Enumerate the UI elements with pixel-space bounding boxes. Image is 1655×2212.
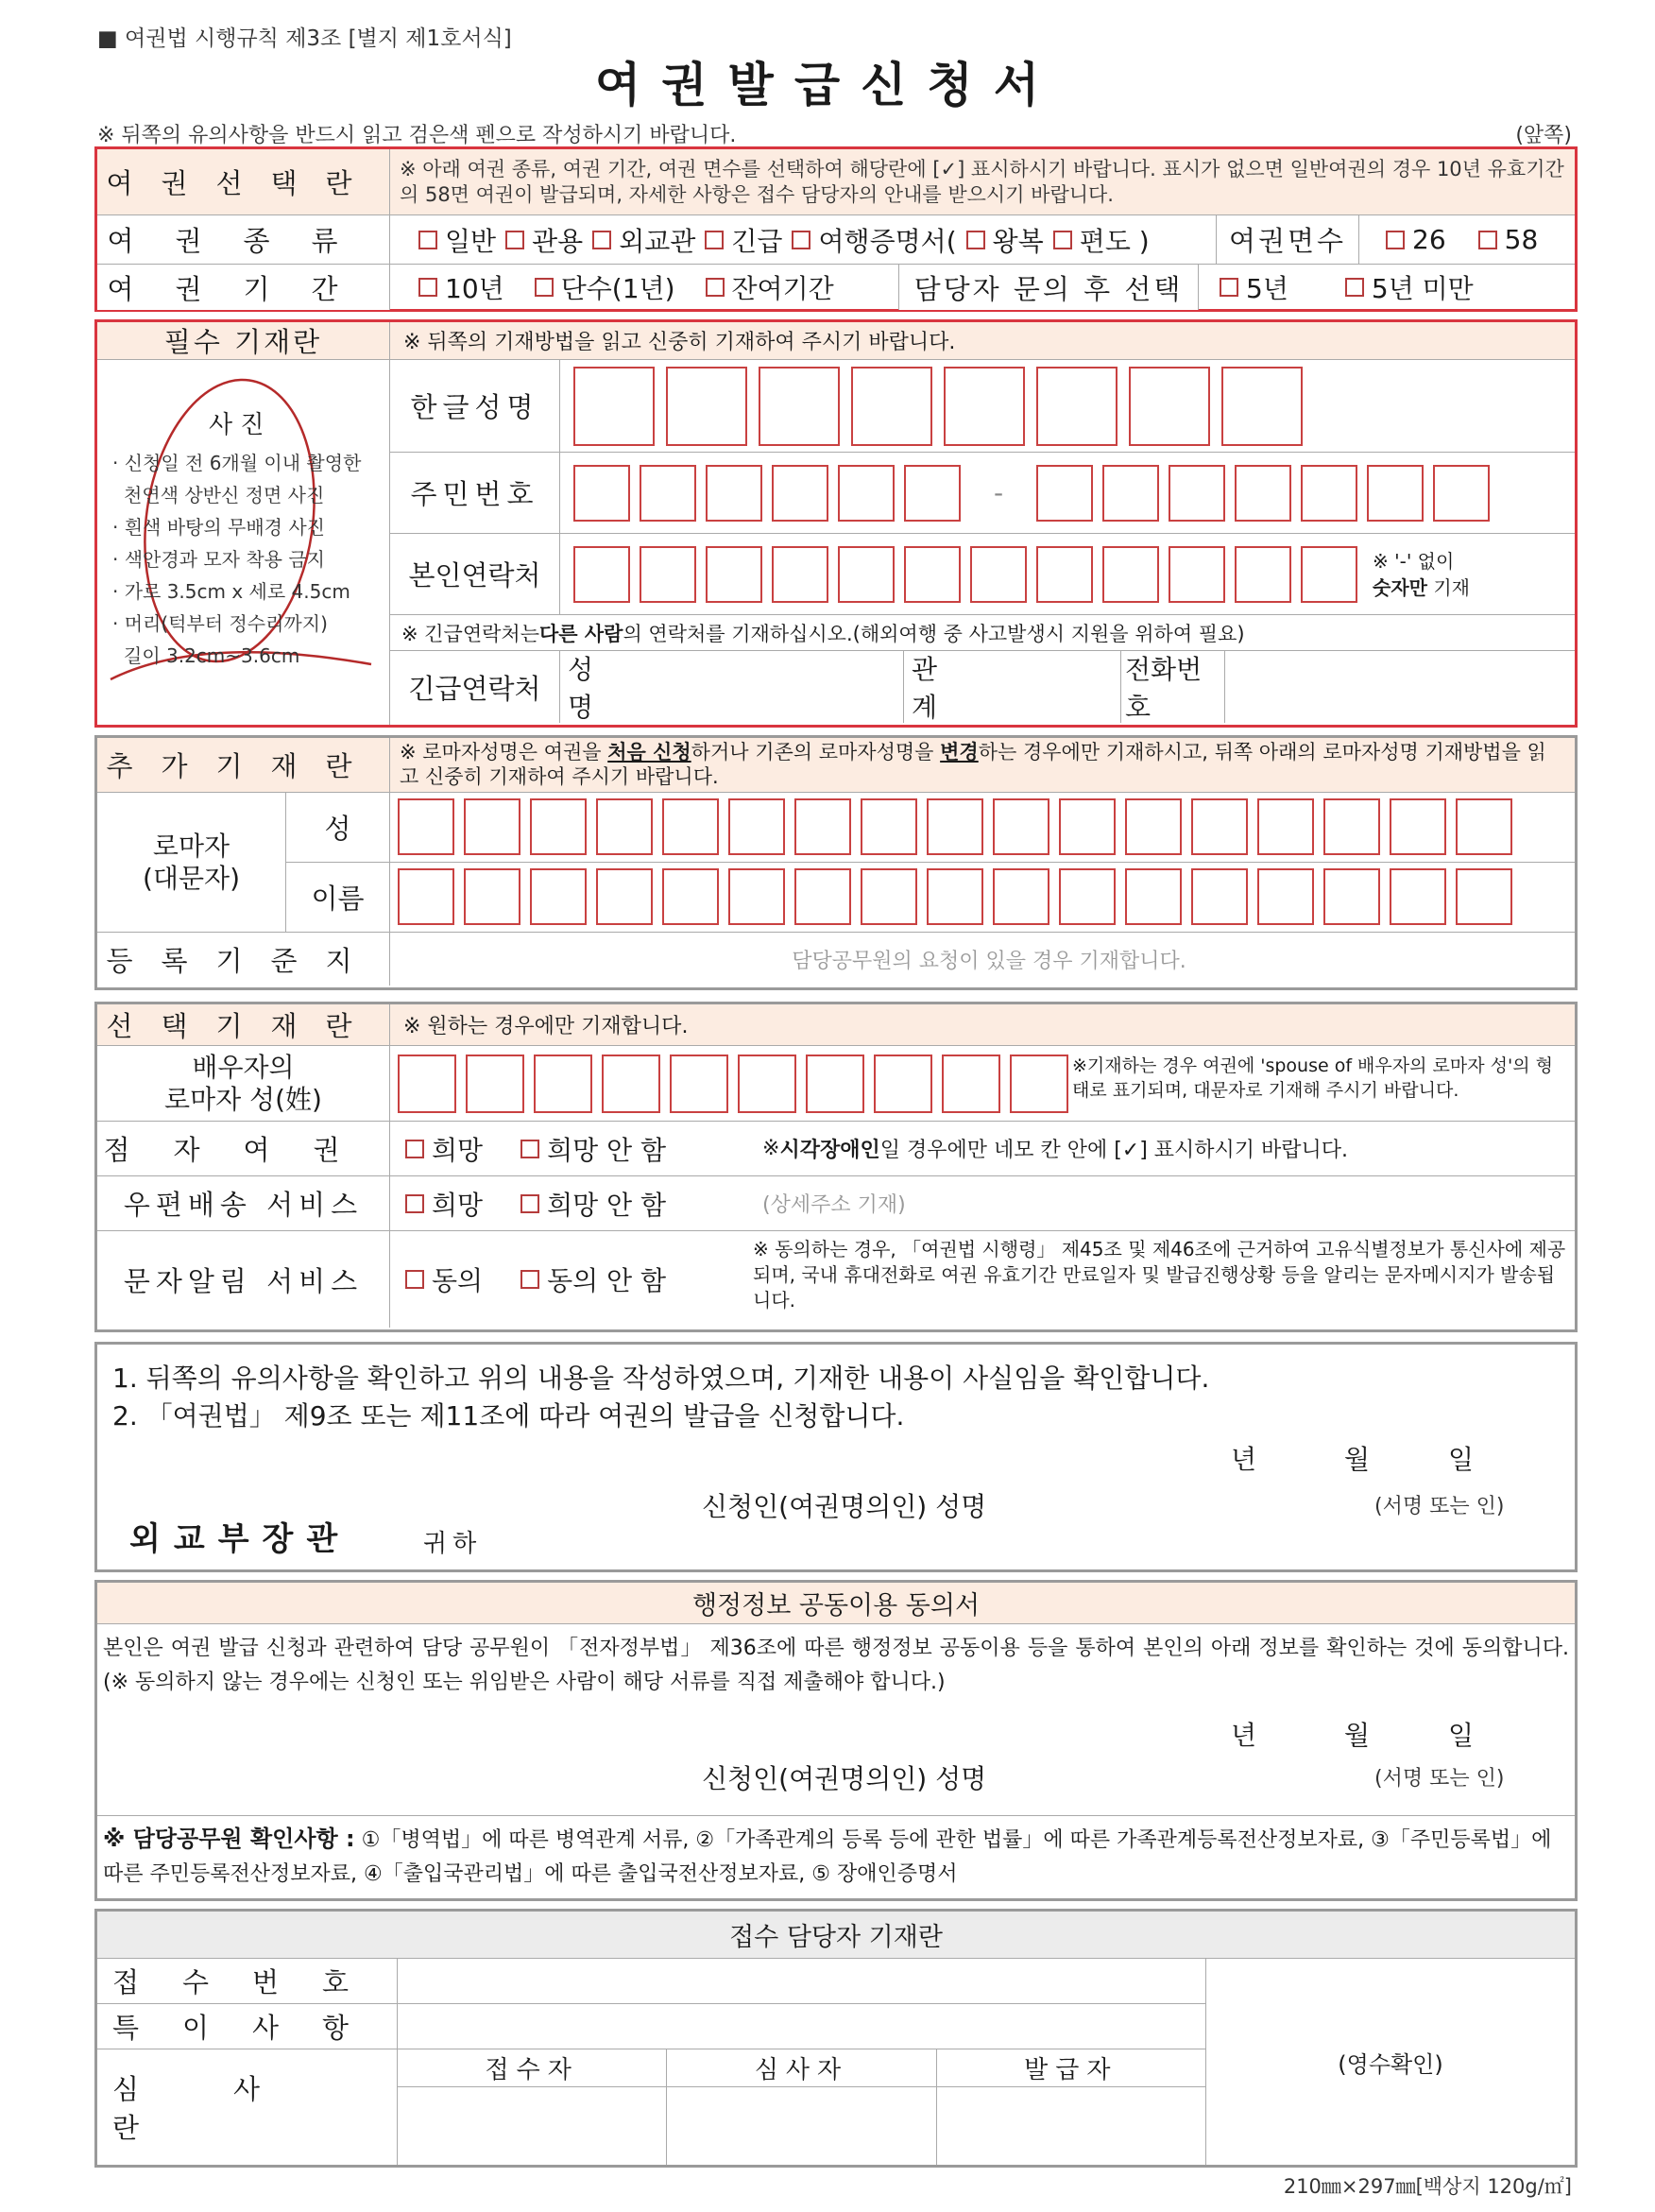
type-emergency-label: 긴급 xyxy=(731,225,783,257)
contact-note-2: 숫자만 xyxy=(1373,575,1427,599)
given-box[interactable] xyxy=(1323,868,1380,925)
roman-label-2: (대문자) xyxy=(143,862,240,894)
period-options xyxy=(390,265,898,310)
emergency-label: 긴급연락처 xyxy=(390,651,560,723)
official-check xyxy=(97,1815,1575,1892)
consent-title: 행정정보 공동이용 동의서 xyxy=(97,1583,1575,1624)
additional-note-a: ※ 로마자성명은 여권을 xyxy=(400,741,608,763)
declaration-applicant-label: 신청인(여권명의인) 성명 xyxy=(702,1491,987,1522)
type-diplomat-checkbox[interactable] xyxy=(592,231,611,249)
consult-label: 담당자 문의 후 선택 xyxy=(898,265,1199,310)
resident-box[interactable] xyxy=(772,465,828,522)
resident-box[interactable] xyxy=(1036,465,1093,522)
declaration-day: 일 xyxy=(1448,1444,1475,1475)
sms-note: ※ 동의하는 경우, 「여권법 시행령」 제45조 및 제46조에 근거하여 고유식별정보가 통신사에 제공되며, 국내 휴대전화로 여권 유효기간 만료일자 및 발급진행상황 등을 알리는 문자메시지가 발송됩니다. xyxy=(753,1238,1566,1312)
photo-note-3: · 흰색 바탕의 무배경 사진 xyxy=(112,516,325,539)
notice: ※ 뒤쪽의 유의사항을 반드시 읽고 검은색 펜으로 작성하시기 바랍니다. xyxy=(97,124,737,147)
optional-note: ※ 원하는 경우에만 기재합니다. xyxy=(390,1004,1575,1045)
additional-note xyxy=(390,738,1575,792)
declaration-section xyxy=(94,1342,1578,1572)
optional-section xyxy=(94,1002,1578,1332)
consult-under5y-checkbox[interactable] xyxy=(1345,278,1364,297)
mail-address-field[interactable]: (상세주소 기재) xyxy=(762,1193,906,1217)
receipt-no-label: 접수번호 xyxy=(97,1959,398,2003)
remarks-label: 특이사항 xyxy=(97,2004,398,2049)
braille-notwant-label: 희망 안 함 xyxy=(547,1134,667,1166)
name-box[interactable] xyxy=(666,367,747,446)
surname-box[interactable] xyxy=(596,798,653,855)
pages-58-label: 58 xyxy=(1504,224,1539,255)
mail-want-checkbox[interactable] xyxy=(405,1194,424,1213)
contact-box[interactable] xyxy=(706,546,762,603)
required-section xyxy=(94,319,1578,728)
period-remaining-checkbox[interactable] xyxy=(706,278,725,297)
receipt-no-field[interactable] xyxy=(398,1959,1205,2003)
contact-box[interactable] xyxy=(772,546,828,603)
emergency-note-c: 의 연락처를 기재하십시오.(해외여행 중 사고발생시 지원을 위하여 필요) xyxy=(623,622,1245,645)
resident-no-label: 주민번호 xyxy=(390,453,560,533)
contact-boxes[interactable] xyxy=(560,534,1575,614)
contact-note-1: ※ '-' 없이 xyxy=(1373,549,1455,573)
given-name-label: 이름 xyxy=(286,863,390,933)
type-roundtrip-label: 왕복 xyxy=(992,225,1044,257)
spouse-box[interactable] xyxy=(602,1055,660,1113)
spouse-box[interactable] xyxy=(466,1055,524,1113)
surname-box[interactable] xyxy=(662,798,719,855)
photo-notes xyxy=(112,447,361,672)
photo-area[interactable] xyxy=(97,360,390,725)
given-box[interactable] xyxy=(728,868,785,925)
sms-disagree-checkbox[interactable] xyxy=(520,1270,539,1289)
surname-box[interactable] xyxy=(398,798,454,855)
domicile-field[interactable]: 담당공무원의 요청이 있을 경우 기재합니다. xyxy=(792,949,1186,973)
consult-5y-label: 5년 xyxy=(1246,273,1288,304)
surname-boxes[interactable] xyxy=(390,793,1575,862)
roman-name-label xyxy=(97,793,286,932)
period-label: 여권기간 xyxy=(97,265,390,310)
additional-section xyxy=(94,735,1578,990)
passport-select-label: 여권선택란 xyxy=(97,149,390,214)
side-label: (앞쪽) xyxy=(1515,124,1572,147)
resident-no-boxes[interactable] xyxy=(560,453,1575,533)
declaration-year: 년 xyxy=(1231,1444,1257,1475)
contact-box[interactable] xyxy=(1036,546,1093,603)
required-label: 필수 기재란 xyxy=(97,322,390,359)
given-box[interactable] xyxy=(861,868,917,925)
paper-spec: 210㎜×297㎜[백상지 120g/㎡] xyxy=(1283,2175,1572,2198)
surname-box[interactable] xyxy=(1456,798,1512,855)
mail-notwant-checkbox[interactable] xyxy=(520,1194,539,1213)
mail-label: 우편배송 서비스 xyxy=(97,1176,390,1230)
type-travel-cert-label: 여행증명서( xyxy=(818,225,957,257)
given-box[interactable] xyxy=(993,868,1049,925)
emergency-relation-label: 관계 xyxy=(912,654,938,723)
sms-label: 문자알림 서비스 xyxy=(97,1231,390,1328)
receiver-field[interactable] xyxy=(398,2087,667,2165)
declaration-line-2: 2. 「여권법」 제9조 또는 제11조에 따라 여권의 발급을 신청합니다. xyxy=(112,1400,905,1432)
additional-note-b: 처음 신청 xyxy=(607,741,691,763)
photo-note-1: · 신청일 전 6개월 이내 촬영한 xyxy=(112,452,362,474)
consent-month: 월 xyxy=(1344,1720,1371,1751)
consent-year: 년 xyxy=(1231,1720,1257,1751)
declaration-month: 월 xyxy=(1344,1444,1371,1475)
resident-box[interactable] xyxy=(706,465,762,522)
resident-box[interactable] xyxy=(640,465,696,522)
consult-5y-checkbox[interactable] xyxy=(1220,278,1238,297)
pages-label: 여권면수 xyxy=(1216,215,1359,264)
braille-want-checkbox[interactable] xyxy=(405,1140,424,1158)
additional-note-d: 변경 xyxy=(940,741,979,763)
given-box[interactable] xyxy=(927,868,983,925)
surname-box[interactable] xyxy=(861,798,917,855)
surname-box[interactable] xyxy=(1125,798,1182,855)
contact-box[interactable] xyxy=(1235,546,1291,603)
type-oneway-checkbox[interactable] xyxy=(1053,231,1072,249)
resident-box[interactable] xyxy=(904,465,961,522)
spouse-boxes[interactable] xyxy=(390,1046,1070,1121)
spouse-box[interactable] xyxy=(670,1055,728,1113)
roman-label-1: 로마자 xyxy=(152,830,230,862)
reviewer-label: 심사자 xyxy=(667,2049,936,2086)
given-box[interactable] xyxy=(530,868,587,925)
required-instruction: ※ 뒤쪽의 기재방법을 읽고 신중히 기재하여 주시기 바랍니다. xyxy=(390,322,1575,359)
recipient: 외교부장관 xyxy=(129,1520,351,1558)
pages-options xyxy=(1359,215,1575,264)
braille-note-b: 시각장애인 xyxy=(779,1139,880,1162)
surname-box[interactable] xyxy=(993,798,1049,855)
surname-box[interactable] xyxy=(728,798,785,855)
type-official-checkbox[interactable] xyxy=(505,231,524,249)
surname-box[interactable] xyxy=(530,798,587,855)
given-box[interactable] xyxy=(1257,868,1314,925)
spouse-label-1: 배우자의 xyxy=(192,1051,295,1083)
receiver-label: 접수자 xyxy=(398,2049,667,2086)
review-label: 심사란 xyxy=(97,2049,398,2165)
period-10y-checkbox[interactable] xyxy=(418,278,437,297)
braille-want-label: 희망 xyxy=(432,1134,484,1166)
surname-box[interactable] xyxy=(1323,798,1380,855)
remarks-field[interactable] xyxy=(398,2004,1205,2049)
fee-confirm[interactable]: (영수확인) xyxy=(1338,2050,1443,2078)
type-general-label: 일반 xyxy=(445,225,497,257)
type-diplomat-label: 외교관 xyxy=(619,225,696,257)
resident-box[interactable] xyxy=(1169,465,1225,522)
photo-note-5: · 가로 3.5cm x 세로 4.5cm xyxy=(112,580,350,603)
emergency-note-b: 다른 사람 xyxy=(539,622,623,645)
resident-box[interactable] xyxy=(1367,465,1424,522)
passport-type-label: 여권종류 xyxy=(97,215,390,264)
contact-box[interactable] xyxy=(838,546,895,603)
optional-label: 선택기재란 xyxy=(97,1004,390,1045)
additional-note-e: 하는 경우에만 기재하시고, 뒤쪽 아래의 로마자성명 기재방법을 읽고 신중히 기재하여 주시기 바랍니다. xyxy=(400,741,1546,788)
emergency-note xyxy=(390,615,1575,650)
spouse-box[interactable] xyxy=(1010,1055,1068,1113)
braille-notwant-checkbox[interactable] xyxy=(520,1140,539,1158)
photo-note-2: 천연색 상반신 정면 사진 xyxy=(124,484,325,506)
period-remaining-label: 잔여기간 xyxy=(731,273,834,304)
contact-box[interactable] xyxy=(573,546,630,603)
surname-box[interactable] xyxy=(1191,798,1248,855)
given-box[interactable] xyxy=(1390,868,1446,925)
consent-day: 일 xyxy=(1448,1720,1475,1751)
emergency-name-field[interactable] xyxy=(611,651,904,723)
contact-label: 본인연락처 xyxy=(390,534,560,614)
resident-box[interactable] xyxy=(1235,465,1291,522)
name-box[interactable] xyxy=(1129,367,1210,446)
period-single-checkbox[interactable] xyxy=(535,278,554,297)
photo-note-4: · 색안경과 모자 착용 금지 xyxy=(112,548,325,571)
form-reference: ■ 여권법 시행규칙 제3조 [별지 제1호서식] xyxy=(97,26,512,51)
receipt-section xyxy=(94,1909,1578,2168)
consult-options xyxy=(1199,265,1575,310)
resident-box[interactable] xyxy=(1433,465,1490,522)
consent-body: 본인은 여권 발급 신청과 관련하여 담당 공무원이 「전자정부법」 제36조에 따른 행정정보 공동이용 등을 통하여 본인의 아래 정보를 확인하는 것에 동의합니다. (※ 동의하지 않는 경우에는 신청인 또는 위임받은 사람이 해당 서류를 직접 제출해야 합니다.) xyxy=(103,1637,1569,1694)
surname-box[interactable] xyxy=(1059,798,1116,855)
photo-note-7: 길이 3.2cm~3.6cm xyxy=(124,644,300,667)
type-roundtrip-checkbox[interactable] xyxy=(966,231,985,249)
period-10y-label: 10년 xyxy=(445,273,504,304)
given-box[interactable] xyxy=(398,868,454,925)
contact-box[interactable] xyxy=(1169,546,1225,603)
korean-name-boxes[interactable] xyxy=(560,360,1575,452)
declaration-line-1: 1. 뒤쪽의 유의사항을 확인하고 위의 내용을 작성하였으며, 기재한 내용이 사실임을 확인합니다. xyxy=(112,1363,1210,1394)
contact-box[interactable] xyxy=(904,546,961,603)
additional-label: 추가기재란 xyxy=(97,738,390,792)
resident-box[interactable] xyxy=(1102,465,1159,522)
resident-dash: - xyxy=(993,477,1004,508)
given-box[interactable] xyxy=(662,868,719,925)
recipient-honorific: 귀하 xyxy=(423,1530,483,1558)
name-box[interactable] xyxy=(851,367,932,446)
name-box[interactable] xyxy=(944,367,1025,446)
pages-58-checkbox[interactable] xyxy=(1478,231,1497,249)
resident-box[interactable] xyxy=(838,465,895,522)
name-box[interactable] xyxy=(1221,367,1303,446)
emergency-note-a: ※ 긴급연락처는 xyxy=(401,622,539,645)
mail-want-label: 희망 xyxy=(432,1189,484,1221)
reviewer-field[interactable] xyxy=(667,2087,936,2165)
emergency-name-label: 성명 xyxy=(568,654,594,723)
passport-select-instruction: ※ 아래 여권 종류, 여권 기간, 여권 면수를 선택하여 해당란에 [✓] 표시하시기 바랍니다. 표시가 없으면 일반여권의 경우 10년 유효기간의 58면 여권이 발급되며, 자세한 사항은 접수 담당자의 안내를 받으시기 바랍니다. xyxy=(390,149,1575,214)
contact-box[interactable] xyxy=(1301,546,1357,603)
braille-label: 점자여권 xyxy=(97,1122,390,1175)
resident-box[interactable] xyxy=(573,465,630,522)
consult-under5y-label: 5년 미만 xyxy=(1371,273,1474,304)
spouse-box[interactable] xyxy=(806,1055,864,1113)
type-official-label: 관용 xyxy=(532,225,584,257)
braille-note-a: ※ xyxy=(762,1137,780,1160)
emergency-relation-field[interactable] xyxy=(961,651,1121,723)
additional-note-c: 하거나 기존의 로마자성명을 xyxy=(691,741,941,763)
korean-name-label: 한글성명 xyxy=(390,360,560,452)
type-general-checkbox[interactable] xyxy=(418,231,437,249)
spouse-box[interactable] xyxy=(874,1055,932,1113)
consent-applicant-label: 신청인(여권명의인) 성명 xyxy=(702,1763,987,1794)
contact-box[interactable] xyxy=(640,546,696,603)
spouse-box[interactable] xyxy=(942,1055,1000,1113)
type-emergency-checkbox[interactable] xyxy=(705,231,724,249)
passport-select-section xyxy=(94,146,1578,312)
contact-box[interactable] xyxy=(1102,546,1159,603)
type-oneway-label: 편도 ) xyxy=(1079,225,1150,257)
surname-box[interactable] xyxy=(1257,798,1314,855)
given-box[interactable] xyxy=(464,868,520,925)
emergency-phone-label: 전화번호 xyxy=(1121,651,1225,723)
official-check-label: ※ 담당공무원 확인사항 : xyxy=(103,1826,355,1852)
given-box[interactable] xyxy=(1059,868,1116,925)
domicile-label: 등록기준지 xyxy=(97,933,390,986)
given-name-boxes[interactable] xyxy=(390,863,1575,933)
photo-title: 사 진 xyxy=(209,411,264,439)
given-box[interactable] xyxy=(794,868,851,925)
name-box[interactable] xyxy=(1036,367,1118,446)
page-title: 여권발급신청서 xyxy=(594,58,1061,112)
braille-options xyxy=(390,1122,749,1175)
mail-notwant-label: 희망 안 함 xyxy=(547,1189,667,1221)
pages-26-label: 26 xyxy=(1412,224,1446,255)
photo-note-6: · 머리(턱부터 정수리까지) xyxy=(112,612,328,635)
surname-label: 성 xyxy=(286,793,390,862)
contact-note-3: 기재 xyxy=(1426,575,1470,599)
mail-options xyxy=(390,1176,749,1230)
surname-box[interactable] xyxy=(927,798,983,855)
passport-type-options xyxy=(390,215,1216,264)
type-travel-cert-checkbox[interactable] xyxy=(792,231,810,249)
given-box[interactable] xyxy=(1125,868,1182,925)
consent-sign[interactable]: (서명 또는 인) xyxy=(1374,1767,1505,1791)
sms-agree-label: 동의 xyxy=(432,1265,484,1296)
period-single-label: 단수(1년) xyxy=(560,273,675,304)
issuer-label: 발급자 xyxy=(1024,2056,1118,2084)
braille-note-c: 일 경우에만 네모 칸 안에 [✓] 표시하시기 바랍니다. xyxy=(879,1139,1349,1162)
pages-26-checkbox[interactable] xyxy=(1386,231,1405,249)
consent-section xyxy=(94,1580,1578,1901)
spouse-box[interactable] xyxy=(398,1055,456,1113)
sms-options xyxy=(390,1231,749,1328)
emergency-phone-field[interactable] xyxy=(1225,651,1575,723)
braille-note xyxy=(749,1122,1575,1175)
given-box[interactable] xyxy=(1456,868,1512,925)
spouse-box[interactable] xyxy=(534,1055,592,1113)
given-box[interactable] xyxy=(1191,868,1248,925)
receipt-title: 접수 담당자 기재란 xyxy=(97,1912,1575,1959)
surname-box[interactable] xyxy=(464,798,520,855)
spouse-box[interactable] xyxy=(738,1055,796,1113)
official-check-text: ①「병역법」에 따른 병역관계 서류, ②「가족관계의 등록 등에 관한 법률」에 따른 가족관계등록전산정보자료, ③「주민등록법」에 따른 주민등록전산정보자료, ④「출입국관리법」에 따른 출입국전산정보자료, ⑤ 장애인증명서 xyxy=(103,1828,1552,1886)
issuer-field[interactable] xyxy=(937,2087,1205,2165)
sms-disagree-label: 동의 안 함 xyxy=(547,1265,667,1296)
resident-box[interactable] xyxy=(1301,465,1357,522)
spouse-label-2: 로마자 성(姓) xyxy=(164,1083,322,1115)
surname-box[interactable] xyxy=(1390,798,1446,855)
given-box[interactable] xyxy=(596,868,653,925)
declaration-sign[interactable]: (서명 또는 인) xyxy=(1374,1495,1505,1518)
spouse-label xyxy=(97,1046,390,1121)
contact-note xyxy=(1373,548,1470,601)
spouse-note: ※기재하는 경우 여권에 'spouse of 배우자의 로마자 성'의 형태로 표기되며, 대문자로 기재해 주시기 바랍니다. xyxy=(1072,1055,1553,1101)
surname-box[interactable] xyxy=(794,798,851,855)
name-box[interactable] xyxy=(573,367,655,446)
name-box[interactable] xyxy=(759,367,840,446)
sms-agree-checkbox[interactable] xyxy=(405,1270,424,1289)
contact-box[interactable] xyxy=(970,546,1027,603)
